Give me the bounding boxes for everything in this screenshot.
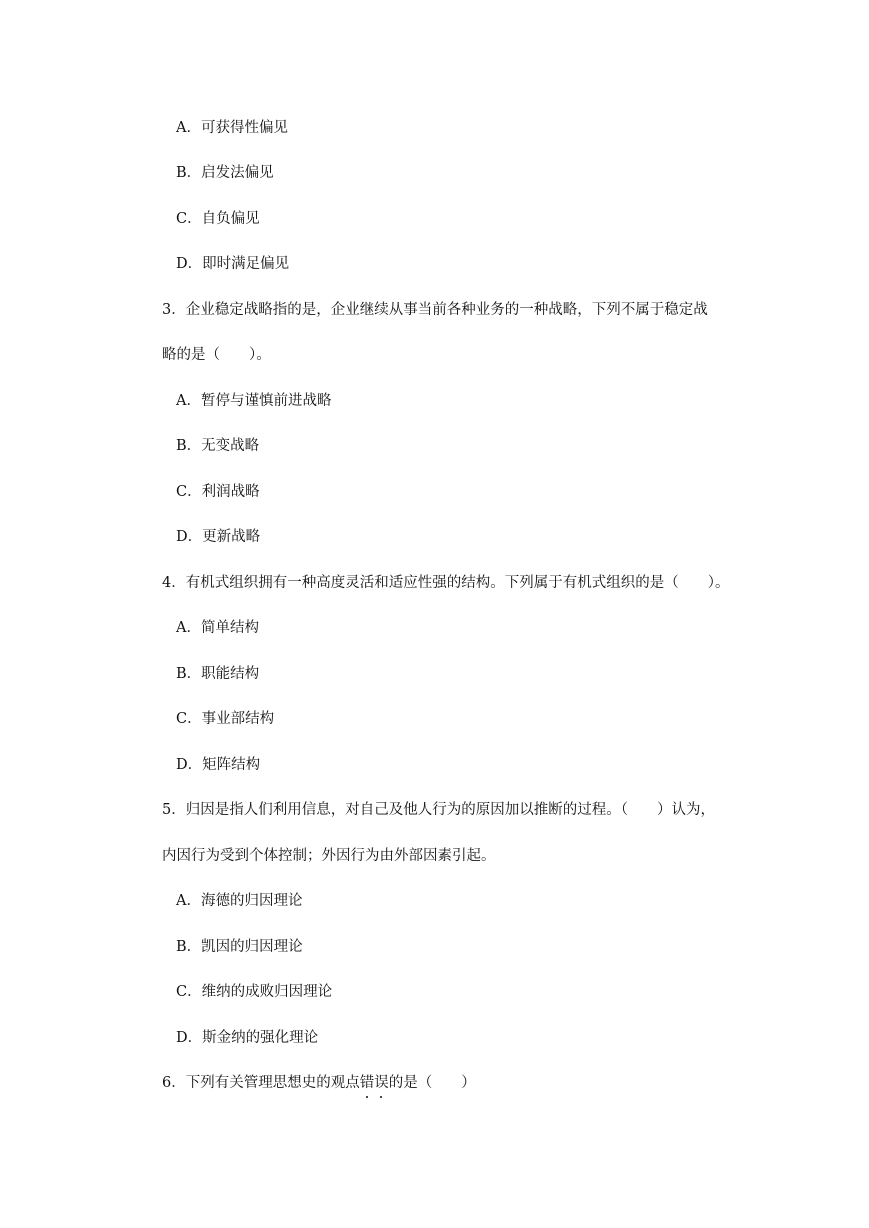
q4-option-c: C．事业部结构 (176, 711, 275, 727)
q3-stem-line2: 略的是（ ）。 (162, 347, 271, 363)
q5-option-d: D．斯金纳的强化理论 (176, 1030, 319, 1046)
q5-option-a: A．海德的归因理论 (176, 893, 303, 909)
q3-option-b: B．无变战略 (176, 438, 260, 454)
q4-option-d: D．矩阵结构 (176, 757, 261, 773)
q5-option-c: C．维纳的成败归因理论 (176, 984, 333, 1000)
q6-stem-prefix: 6．下列有关管理思想史的观点 (162, 1075, 360, 1091)
q6-stem (162, 1073, 476, 1093)
q3-option-d: D．更新战略 (176, 529, 261, 545)
q2-option-d: D．即时满足偏见 (176, 256, 290, 272)
q4-option-b: B．职能结构 (176, 666, 260, 682)
q2-option-a: A．可获得性偏见 (176, 120, 288, 136)
q2-option-b: B．启发法偏见 (176, 165, 274, 181)
q4-stem-line1: 4．有机式组织拥有一种高度灵活和适应性强的结构。下列属于有机式组织的是（ ）。 (162, 575, 730, 591)
q5-stem-line2: 内因行为受到个体控制；外因行为由外部因素引起。 (162, 848, 496, 864)
q4-option-a: A．简单结构 (176, 620, 259, 636)
q5-stem-line1: 5．归因是指人们利用信息，对自己及他人行为的原因加以推断的过程。（ ）认为， (162, 802, 715, 818)
q3-option-c: C．利润战略 (176, 484, 260, 500)
q6-stem-suffix: 的是（ ） (388, 1075, 476, 1091)
q2-option-c: C．自负偏见 (176, 211, 260, 227)
q6-emphasis-char-2: 误 (374, 1075, 389, 1091)
q3-option-a: A．暂停与谨慎前进战略 (176, 393, 332, 409)
q5-option-b: B．凯因的归因理论 (176, 939, 303, 955)
q3-stem-line1: 3．企业稳定战略指的是，企业继续从事当前各种业务的一种战略，下列不属于稳定战 (162, 302, 708, 318)
q6-emphasis-char-1: 错 (359, 1075, 375, 1091)
